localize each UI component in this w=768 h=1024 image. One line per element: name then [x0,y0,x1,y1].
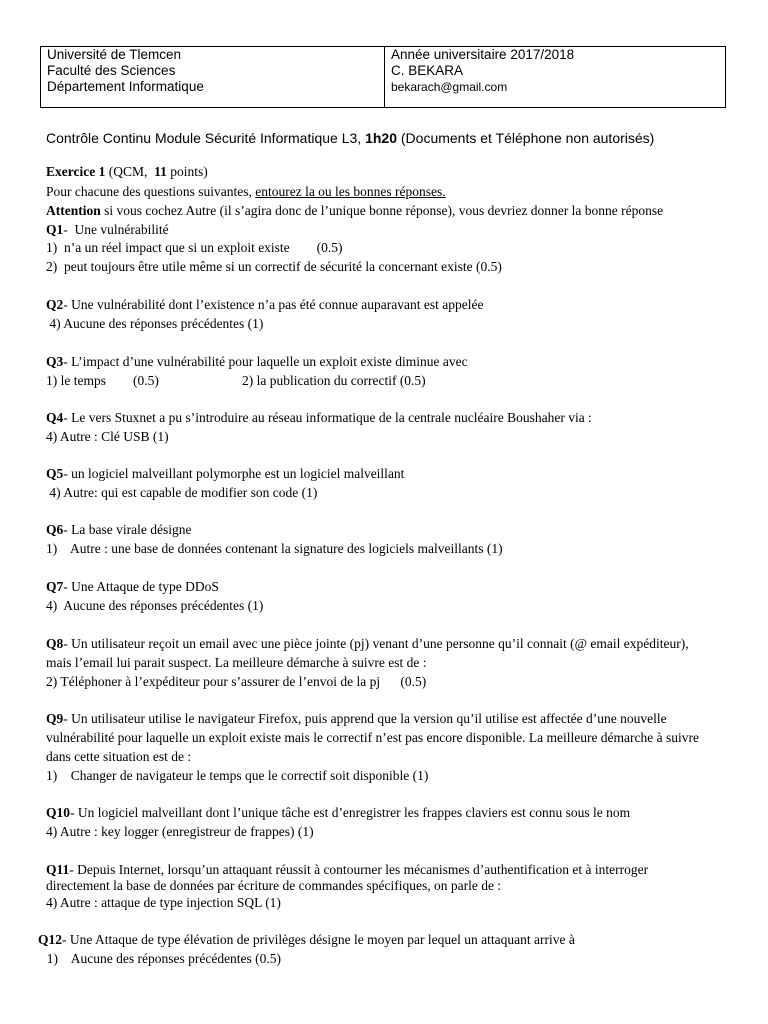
header-table [40,46,726,108]
question-12 [38,932,575,948]
question-9 [46,711,667,727]
answer-q4-1: 4) Autre : Clé USB (1) [46,429,169,444]
question-text: - un logiciel malveillant polymorphe est un logiciel malveillant [63,466,405,481]
question-text: - Un logiciel malveillant dont l’unique tâche est d’enregistrer les frappes claviers est connu sous le nom [70,805,631,820]
question-text: - Une Attaque de type DDoS [63,579,219,594]
answer-q2-1: 4) Aucune des réponses précédentes (1) [46,316,264,331]
question-text: - Un utilisateur reçoit un email avec une pièce jointe (pj) venant d’une personne qu’il connait (@ email expéditeur), [63,636,689,651]
answer-q8-1: 2) Téléphoner à l’expéditeur pour s’assurer de l’envoi de la pj (0.5) [46,674,427,689]
question-9-cont: vulnérabilité pour laquelle un exploit existe mais le correctif n’est pas encore disponible. La meilleure démarche à suivre [46,730,700,745]
answer-q12-1: 1) Aucune des réponses précédentes (0.5) [40,951,282,966]
question-8-cont: mais l’email lui parait suspect. La meilleure démarche à suivre est de : [46,655,427,670]
answer-q5-1: 4) Autre: qui est capable de modifier son code (1) [46,485,318,500]
answer-q1-1: 1) n’a un réel impact que si un exploit existe (0.5) [46,240,343,255]
question-1 [46,222,169,238]
question-label: Q4 [46,410,64,425]
exercise-type: (QCM, [105,164,155,179]
question-label: Q6 [46,522,64,537]
answer-q7-1: 4) Aucune des réponses précédentes (1) [46,598,264,613]
faculty-name: Faculté des Sciences [47,63,176,78]
header-course-info [385,47,725,107]
question-10 [46,805,630,821]
teacher-name: C. BEKARA [391,63,464,78]
question-text: - La base virale désigne [63,522,192,537]
question-text: - Le vers Stuxnet a pu s’introduire au réseau informatique de la centrale nucléaire Boushaher via : [63,410,592,425]
answer-q9-1: 1) Changer de navigateur le temps que le correctif soit disponible (1) [46,768,429,783]
title-text: Contrôle Continu Module Sécurité Informatique L3, [46,130,366,146]
question-4 [46,410,592,426]
question-8 [46,636,689,652]
question-2 [46,297,483,313]
question-9-cont-2: dans cette situation est de : [46,749,192,764]
department-name: Département Informatique [47,79,204,94]
answer-q3-2: 2) la publication du correctif (0.5) [242,373,426,388]
answer-q1-2: 2) peut toujours être utile même si un correctif de sécurité la concernant existe (0.5) [46,259,502,274]
question-11-cont: directement la base de données par écriture de commandes spécifiques, on parle de : [46,878,502,893]
question-7 [46,579,219,595]
exercise-instruction [46,184,446,200]
question-label: Q11 [46,862,70,877]
exercise-points-unit: points) [166,164,208,179]
answer-q3-1: 1) le temps (0.5) [46,373,159,388]
question-6 [46,522,191,538]
answer-q6-1: 1) Autre : une base de données contenant la signature des logiciels malveillants (1) [46,541,503,556]
exercise-attention [46,203,663,219]
header-institution [41,47,385,107]
question-label: Q9 [46,711,64,726]
attention-label: Attention [46,203,101,218]
question-5 [46,466,404,482]
question-label: Q8 [46,636,64,651]
question-text: - Une vulnérabilité [63,222,169,237]
question-label: Q1 [46,222,64,237]
question-text: - L’impact d’une vulnérabilité pour laquelle un exploit existe diminue avec [63,354,468,369]
question-11 [46,862,648,878]
attention-text: si vous cochez Autre (il s’agira donc de l’unique bonne réponse), vous devriez donner la bonne réponse [100,203,664,218]
academic-year: Année universitaire 2017/2018 [391,47,575,62]
question-label: Q3 [46,354,64,369]
teacher-email: bekarach@gmail.com [391,80,508,94]
university-name: Université de Tlemcen [47,47,182,62]
exercise-heading [46,164,208,180]
question-text: - Une Attaque de type élévation de privilèges désigne le moyen par lequel un attaquant arrive à [62,932,575,947]
question-3 [46,354,468,370]
exam-duration: 1h20 [365,130,397,146]
answer-q11-1: 4) Autre : attaque de type injection SQL (1) [46,895,281,910]
question-text: - Depuis Internet, lorsqu’un attaquant réussit à contourner les mécanismes d’authentification et à interroger [69,862,649,877]
answer-q10-1: 4) Autre : key logger (enregistreur de frappes) (1) [46,824,314,839]
exercise-label: Exercice 1 [46,164,106,179]
instruction-emphasis: entourez la ou les bonnes réponses. [255,184,446,199]
question-text: - Un utilisateur utilise le navigateur Firefox, puis apprend que la version qu’il utilise est affectée d’une nouvelle [63,711,667,726]
instruction-text: Pour chacune des questions suivantes, [46,184,256,199]
question-label: Q10 [46,805,71,820]
question-label: Q7 [46,579,64,594]
exercise-points: 11 [154,164,167,179]
exam-title [46,130,654,146]
title-note: (Documents et Téléphone non autorisés) [397,130,655,146]
question-label: Q2 [46,297,64,312]
question-text: - Une vulnérabilité dont l’existence n’a pas été connue auparavant est appelée [63,297,484,312]
question-label: Q12 [38,932,63,947]
question-label: Q5 [46,466,64,481]
